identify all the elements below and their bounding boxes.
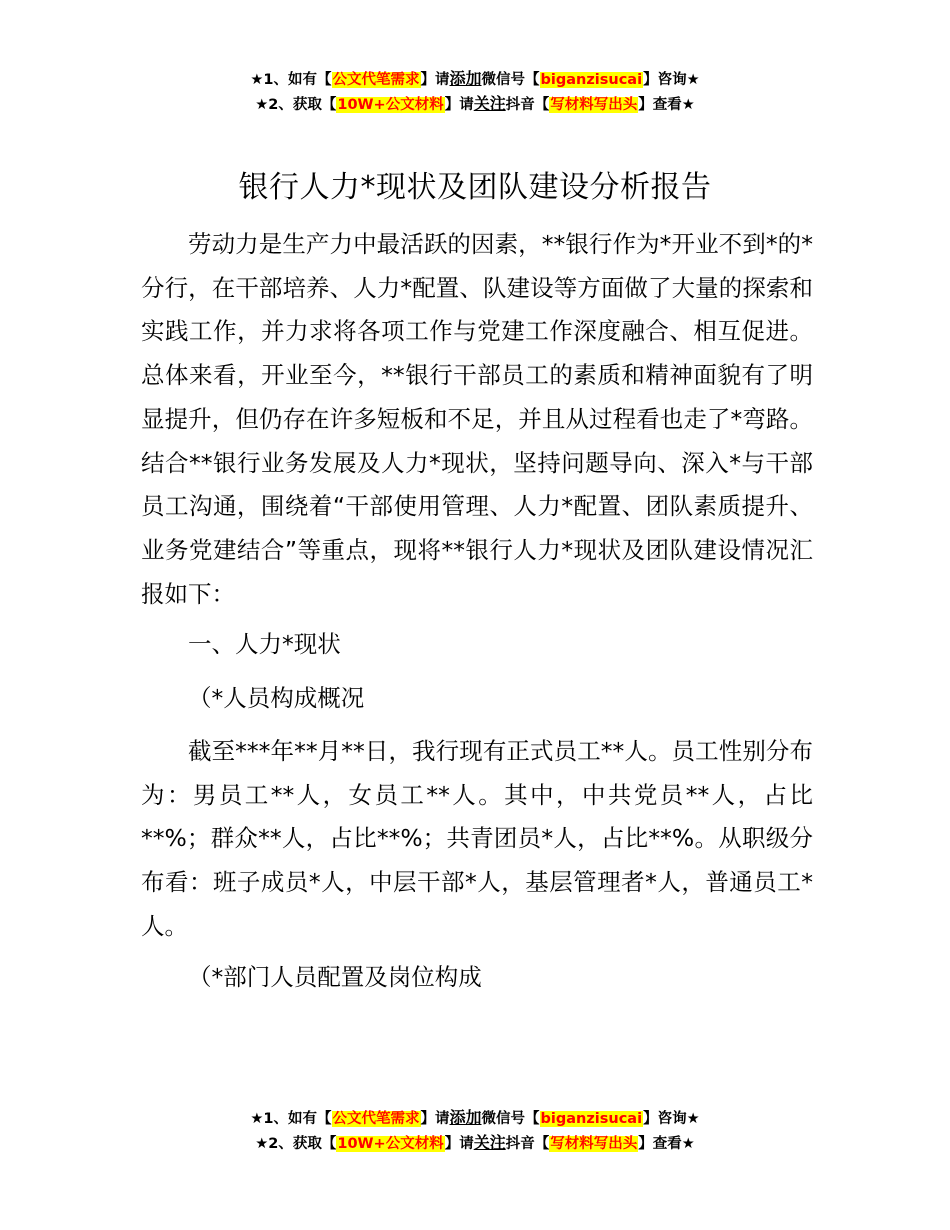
banner-underlined-text: 关注 <box>473 94 506 113</box>
banner-highlight: 10W+公文材料 <box>337 97 444 113</box>
banner-highlight: biganzisucai <box>540 1111 643 1127</box>
banner-underlined-text: 添加 <box>449 69 482 88</box>
banner-underlined-text: 添加 <box>449 1108 482 1127</box>
banner-highlight: biganzisucai <box>540 72 643 88</box>
banner-text: 】请 <box>420 72 450 88</box>
banner-text: ★1、如有【 <box>250 1111 332 1127</box>
banner-line-1 <box>0 67 950 92</box>
banner-highlight: 10W+公文材料 <box>337 1136 444 1152</box>
banner-text: 】请 <box>420 1111 450 1127</box>
section-heading: 一、人力*现状 <box>188 630 341 658</box>
footer-banner <box>0 1106 950 1156</box>
document-title: 银行人力*现状及团队建设分析报告 <box>238 170 712 205</box>
banner-text: 微信号【 <box>481 72 540 88</box>
banner-text: 】查看★ <box>638 1136 695 1152</box>
banner-highlight: 公文代笔需求 <box>332 72 420 88</box>
banner-text: 】请 <box>444 97 474 113</box>
banner-text: 】请 <box>444 1136 474 1152</box>
banner-text: ★2、获取【 <box>255 97 337 113</box>
banner-line-2 <box>0 1131 950 1156</box>
header-banner <box>0 67 950 117</box>
banner-highlight: 写材料写出头 <box>550 97 638 113</box>
banner-text: 微信号【 <box>481 1111 540 1127</box>
banner-highlight: 写材料写出头 <box>550 1136 638 1152</box>
paragraph-intro: 劳动力是生产力中最活跃的因素，**银行作为*开业不到*的*分行，在干部培养、人力*配置、队建设等方面做了大量的探索和实践工作，并力求将各项工作与党建工作深度融合、相互促进。总体来看，开业至今，**银行干部员工的素质和精神面貌有了明显提升，但仍存在许多短板和不足，并且从过程看也走了*弯路。结合**银行业务发展及人力*现状，坚持问题导向、深入*与干部员工沟通，围绕着“干部使用管理、人力*配置、团队素质提升、业务党建结合”等重点，现将**银行人力*现状及团队建设情况汇报如下： <box>141 230 813 608</box>
banner-text: 抖音【 <box>505 97 550 113</box>
banner-highlight: 公文代笔需求 <box>332 1111 420 1127</box>
banner-text: 抖音【 <box>505 1136 550 1152</box>
banner-line-1 <box>0 1106 950 1131</box>
paragraph-staff-composition: 截至***年**月**日，我行现有正式员工**人。员工性别分布为：男员工**人，女员工**人。其中，中共党员**人，占比**%；群众**人，占比**%；共青团员*人，占比**%。从职级分布看：班子成员*人，中层干部*人，基层管理者*人，普通员工*人。 <box>141 737 813 940</box>
banner-text: 】咨询★ <box>643 1111 700 1127</box>
banner-text: 】查看★ <box>638 97 695 113</box>
banner-text: ★2、获取【 <box>255 1136 337 1152</box>
banner-underlined-text: 关注 <box>473 1133 506 1152</box>
banner-line-2 <box>0 92 950 117</box>
subsection-heading: （*部门人员配置及岗位构成 <box>188 963 482 991</box>
banner-text: ★1、如有【 <box>250 72 332 88</box>
banner-text: 】咨询★ <box>643 72 700 88</box>
subsection-heading: （*人员构成概况 <box>188 684 365 712</box>
